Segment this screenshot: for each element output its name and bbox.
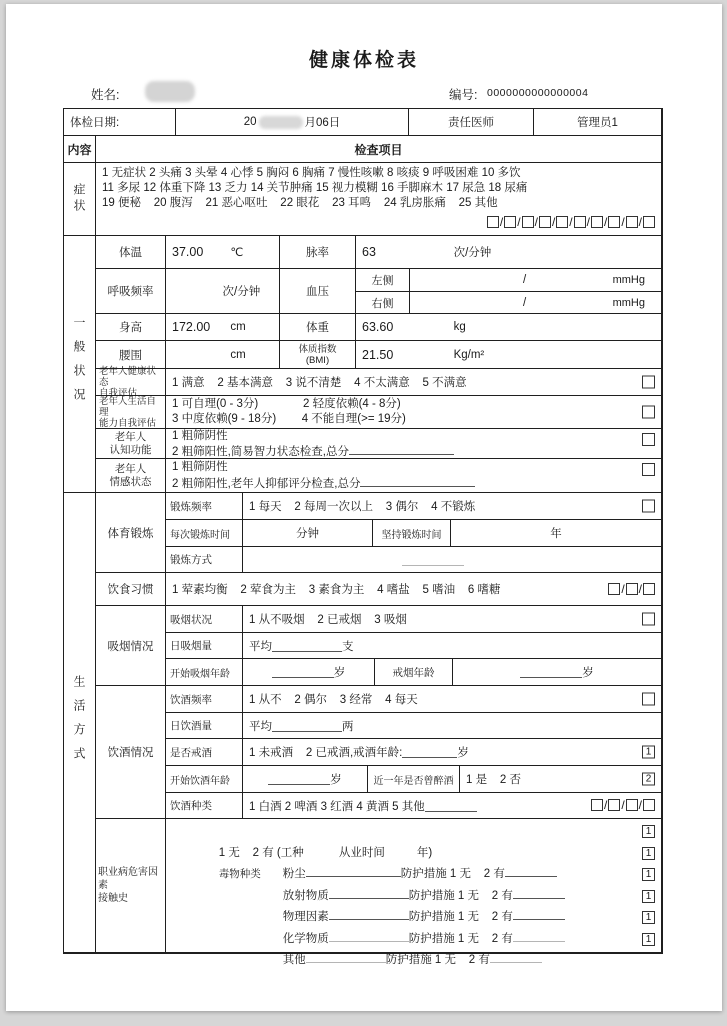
pulse-value-cell xyxy=(356,236,662,269)
weight-unit: kg xyxy=(453,321,466,333)
exercise-duration-label: 每次锻炼时间 xyxy=(166,520,243,547)
temp-pulse-row xyxy=(96,236,662,269)
checkbox-slot xyxy=(608,799,620,811)
smoking-daily-label: 日吸烟量 xyxy=(166,633,243,659)
drinking-type-options: 1 白酒 2 啤酒 3 红酒 4 黄酒 5 其他 / / / xyxy=(243,793,662,819)
smoking-status-checkbox xyxy=(642,613,655,626)
exercise-method-value xyxy=(243,547,662,573)
checkbox-slot xyxy=(626,216,638,228)
waist-bmi-row xyxy=(96,341,662,369)
drunk-label: 近一年是否曾醉酒 xyxy=(368,766,460,793)
exam-table xyxy=(63,108,663,966)
page-title: 健康体检表 xyxy=(308,50,419,71)
checkbox-separator: / xyxy=(638,798,642,812)
drunk-options: 1 是 2 否 2 xyxy=(460,766,662,793)
smoking-quit-value: 岁 xyxy=(453,659,662,686)
bp-left-label: 左侧 xyxy=(356,269,410,292)
adl-row xyxy=(96,396,662,429)
drinking-daily-value: 平均 两 xyxy=(243,713,662,739)
bp-right-label: 右侧 xyxy=(356,292,410,314)
emotional-score-blank xyxy=(360,475,475,487)
doctor-value: 管理员1 xyxy=(534,109,662,136)
exercise-duration-unit: 分钟 xyxy=(243,520,373,547)
smoking-label: 吸烟情况 xyxy=(96,606,166,686)
checkbox-slot xyxy=(504,216,516,228)
checkbox-slot xyxy=(591,216,603,228)
drinking-group xyxy=(96,686,662,819)
temp-label: 体温 xyxy=(96,236,166,269)
bp-left-value xyxy=(410,269,662,292)
height-value: 172.00 xyxy=(172,320,211,334)
bp-right-unit: mmHg xyxy=(612,296,645,309)
smoking-start-label: 开始吸烟年龄 xyxy=(166,659,243,686)
checkbox-separator: / xyxy=(551,215,556,229)
occupational-row-dust: 毒物种类 粉尘 防护措施 1 无 2 有 1 xyxy=(166,843,661,865)
cognitive-row xyxy=(96,429,662,459)
symptoms-section xyxy=(64,163,662,236)
bp-subtable xyxy=(356,269,662,314)
drinking-daily-label: 日饮酒量 xyxy=(166,713,243,739)
smoking-daily-value: 平均 支 xyxy=(243,633,662,659)
occupational-row-chemical: 化学物质 防护措施 1 无 2 有 1 xyxy=(166,907,661,929)
exercise-method-label: 锻炼方式 xyxy=(166,547,243,573)
exercise-group xyxy=(96,493,662,573)
smoking-quit-label: 戒烟年龄 xyxy=(375,659,453,686)
form-page xyxy=(6,4,722,1011)
height-label: 身高 xyxy=(96,314,166,341)
exam-date-label: 体检日期: xyxy=(64,109,176,136)
checkbox-separator: / xyxy=(638,582,642,596)
drinking-freq-options: 1 从不 2 偶尔 3 经常 4 每天 xyxy=(243,686,662,713)
drinking-daily-blank xyxy=(272,720,342,732)
drinking-quit-age-blank xyxy=(402,746,457,758)
drinking-type-other-blank xyxy=(425,800,477,812)
health-self-row xyxy=(96,365,662,399)
date-prefix: 20 xyxy=(243,116,257,128)
drinking-freq-label: 饮酒频率 xyxy=(166,686,243,713)
occupational-row-physical: 物理因素 防护措施 1 无 2 有 1 xyxy=(166,886,661,908)
weight-label: 体重 xyxy=(280,314,356,341)
meta-row xyxy=(63,81,663,105)
occupational-head-line: 1 无 2 有 (工种 从业时间 年) 1 xyxy=(166,821,661,843)
checkbox-slot xyxy=(643,583,655,595)
symptoms-rail-label: 症状 xyxy=(64,163,96,236)
bmi-value: 21.50 xyxy=(362,347,394,362)
checkbox-separator: / xyxy=(621,582,625,596)
checkbox-slot xyxy=(608,216,620,228)
smoking-quit-blank xyxy=(520,666,582,678)
name-label: 姓名: xyxy=(91,88,120,102)
pulse-unit: 次/分钟 xyxy=(453,247,492,259)
symptoms-line3: 19 便秘 20 腹泻 21 恶心呕吐 22 眼花 23 耳鸣 24 乳房胀痛 25 其他 xyxy=(102,197,498,209)
bp-left-unit: mmHg xyxy=(612,274,645,286)
diet-label: 饮食习惯 xyxy=(96,573,166,606)
pulse-value: 63 xyxy=(362,245,376,259)
tox-type-label: 毒物种类 xyxy=(218,868,261,880)
bp-right-slash: / xyxy=(522,296,527,309)
waist-unit: cm xyxy=(230,348,246,361)
waist-value-cell xyxy=(166,341,280,369)
general-section xyxy=(64,236,662,493)
temp-value-cell xyxy=(166,236,280,269)
checkbox-separator: / xyxy=(534,215,538,229)
emotional-checkbox xyxy=(642,463,655,476)
code-label: 编号: xyxy=(449,88,478,102)
exercise-freq-label: 锻炼频率 xyxy=(166,493,243,520)
resp-bp-row xyxy=(96,269,662,314)
lifestyle-rail-label: 生活方式 xyxy=(64,493,96,953)
drinking-start-label: 开始饮酒年龄 xyxy=(166,766,243,793)
health-self-label: 老年人健康状态 自我评估 xyxy=(96,369,166,396)
checkbox-separator: / xyxy=(638,215,642,229)
header-content: 内容 xyxy=(64,136,96,163)
bmi-unit: Kg/m² xyxy=(453,348,485,361)
occupational-content xyxy=(166,819,662,966)
drinking-freq-checkbox xyxy=(642,693,655,706)
occupational-row-other: 其他 防护措施 1 无 2 有 1 xyxy=(166,929,661,951)
bp-label: 血压 xyxy=(280,269,356,314)
checkbox-separator: / xyxy=(603,798,608,812)
drinking-type-checkbox-group xyxy=(591,798,655,812)
doctor-label: 责任医师 xyxy=(409,109,534,136)
checkbox-separator: / xyxy=(569,215,573,229)
checkbox-separator: / xyxy=(586,215,590,229)
health-self-options: 1 满意 2 基本满意 3 说不清楚 4 不太满意 5 不满意 xyxy=(166,369,662,396)
exercise-freq-checkbox xyxy=(642,500,655,513)
height-weight-row xyxy=(96,314,662,341)
checkbox-separator: / xyxy=(499,215,504,229)
general-rail-label: 一般状况 xyxy=(64,236,96,493)
adl-options: 1 可自理(0 - 3分) 2 轻度依赖(4 - 8分) 3 中度依赖(9 - 18分) 4 不能自理(>= 19分) xyxy=(166,396,662,429)
exercise-freq-options: 1 每天 2 每周一次以上 3 偶尔 4 不锻炼 xyxy=(243,493,662,520)
adl-checkbox xyxy=(642,406,655,419)
smoking-start-value: 岁 xyxy=(243,659,375,686)
exercise-label: 体育锻炼 xyxy=(96,493,166,573)
emotional-row xyxy=(96,459,662,493)
drinking-quit-code-box: 1 xyxy=(642,746,655,759)
table-header-row xyxy=(64,136,662,163)
drunk-code-box: 2 xyxy=(642,773,655,786)
drinking-start-blank xyxy=(268,773,330,785)
drinking-start-value: 岁 xyxy=(243,766,368,793)
exam-date-value xyxy=(176,109,409,136)
checkbox-slot xyxy=(556,216,568,228)
checkbox-separator: / xyxy=(621,798,625,812)
drinking-type-label: 饮酒种类 xyxy=(166,793,243,819)
drinking-quit-options: 1 未戒酒 2 已戒酒,戒酒年龄: 岁 1 xyxy=(243,739,662,766)
cognitive-label: 老年人 认知功能 xyxy=(96,429,166,459)
symptoms-line1: 1 无症状 2 头痛 3 头晕 4 心悸 5 胸闷 6 胸痛 7 慢性咳嗽 8 咳痰 9 呼吸困难 10 多饮 xyxy=(102,167,521,179)
exercise-persist-unit: 年 xyxy=(451,520,662,547)
smoking-start-blank xyxy=(272,666,334,678)
emotional-label: 老年人 情感状态 xyxy=(96,459,166,493)
checkbox-separator: / xyxy=(621,215,625,229)
temp-unit: ℃ xyxy=(230,247,244,259)
smoking-status-label: 吸烟状况 xyxy=(166,606,243,633)
checkbox-slot xyxy=(487,216,499,228)
cognitive-checkbox xyxy=(642,433,655,446)
resp-value-cell xyxy=(166,269,280,314)
header-check-items: 检查项目 xyxy=(96,136,662,163)
checkbox-slot xyxy=(626,799,638,811)
checkbox-separator: / xyxy=(517,215,521,229)
bp-right-value xyxy=(410,292,662,314)
emotional-options: 1 粗筛阴性 2 粗筛阳性,老年人抑郁评分检查,总分 xyxy=(166,459,662,493)
name-redaction-blur xyxy=(145,81,195,102)
drinking-quit-label: 是否戒酒 xyxy=(166,739,243,766)
checkbox-slot xyxy=(591,799,603,811)
occupational-label: 职业病危害因素 接触史 xyxy=(96,819,166,953)
bmi-label: 体质指数 (BMI) xyxy=(280,341,356,369)
checkbox-slot xyxy=(539,216,551,228)
date-redaction-blur xyxy=(259,116,303,129)
checkbox-slot xyxy=(643,216,655,228)
symptoms-checkbox-group xyxy=(487,215,655,231)
height-unit: cm xyxy=(230,321,246,333)
date-doctor-row xyxy=(64,109,662,136)
health-self-checkbox xyxy=(642,376,655,389)
smoking-daily-blank xyxy=(272,640,342,652)
temp-value: 37.00 xyxy=(172,245,204,259)
cognitive-score-blank xyxy=(349,443,454,455)
symptoms-cell xyxy=(96,163,662,236)
height-value-cell xyxy=(166,314,280,341)
checkbox-separator: / xyxy=(603,215,608,229)
bp-left-slash: / xyxy=(522,274,527,286)
smoking-group xyxy=(96,606,662,686)
adl-label: 老年人生活自理 能力自我评估 xyxy=(96,396,166,429)
exercise-persist-label: 坚持锻炼时间 xyxy=(373,520,451,547)
checkbox-slot xyxy=(626,583,638,595)
checkbox-slot xyxy=(643,799,655,811)
symptoms-line2: 11 多尿 12 体重下降 13 乏力 14 关节肿痛 15 视力模糊 16 手脚麻木 17 尿急 18 尿痛 xyxy=(102,182,528,194)
occupational-group xyxy=(96,819,662,966)
lifestyle-section xyxy=(64,493,662,966)
drinking-label: 饮酒情况 xyxy=(96,686,166,819)
occupational-head-code-box: 1 xyxy=(642,825,655,838)
exercise-method-blank xyxy=(402,554,464,566)
resp-label: 呼吸频率 xyxy=(96,269,166,314)
resp-unit: 次/分钟 xyxy=(222,286,261,298)
cognitive-options: 1 粗筛阴性 2 粗筛阳性,简易智力状态检查,总分 xyxy=(166,429,662,459)
diet-options: 1 荤素均衡 2 荤食为主 3 素食为主 4 嗜盐 5 嗜油 6 嗜糖 / / xyxy=(166,573,662,606)
checkbox-slot xyxy=(608,583,620,595)
code-value: 0000000000000004 xyxy=(487,87,589,99)
occupational-row-radiation: 放射物质 防护措施 1 无 2 有 1 xyxy=(166,864,661,886)
checkbox-slot xyxy=(574,216,586,228)
checkbox-slot xyxy=(522,216,534,228)
waist-label: 腰围 xyxy=(96,341,166,369)
diet-checkbox-group xyxy=(608,582,655,596)
date-suffix: 月06日 xyxy=(304,117,341,129)
pulse-label: 脉率 xyxy=(280,236,356,269)
weight-value: 63.60 xyxy=(362,320,394,334)
smoking-status-options: 1 从不吸烟 2 已戒烟 3 吸烟 xyxy=(243,606,662,633)
diet-row xyxy=(96,573,662,606)
weight-value-cell xyxy=(356,314,662,341)
bmi-value-cell xyxy=(356,341,662,369)
